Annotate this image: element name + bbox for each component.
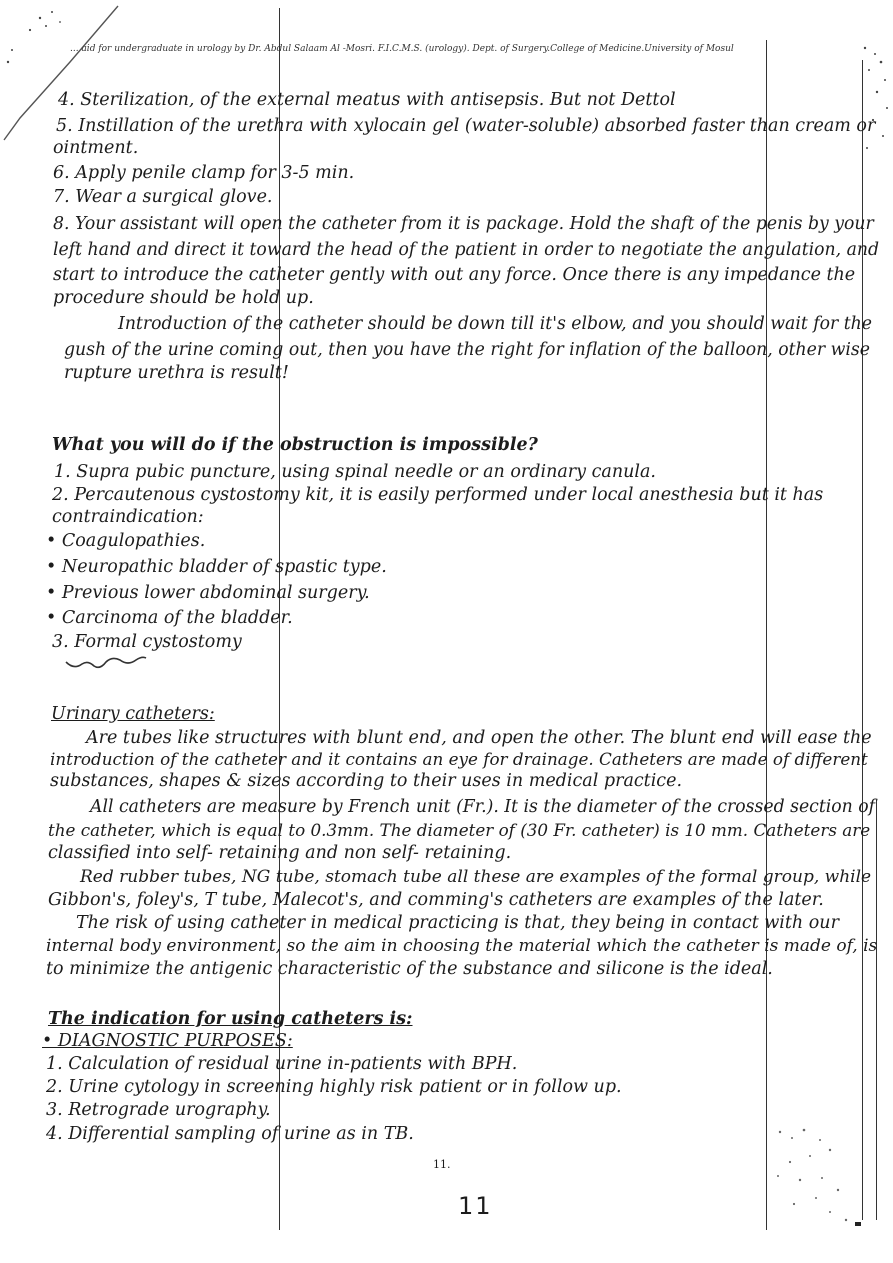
text-line: to minimize the antigenic characteristic of the substance and silicone is the ideal. [46, 959, 773, 979]
text-line: Red rubber tubes, NG tube, stomach tube all these are examples of the formal group, while [80, 867, 872, 887]
list-item: • Previous lower abdominal surgery. [46, 583, 370, 603]
scan-line [876, 800, 877, 1220]
text-line: contraindication: [52, 507, 204, 527]
list-item: • Carcinoma of the bladder. [46, 608, 293, 628]
text-line: 1. Supra pubic puncture, using spinal needle or an ordinary canula. [54, 462, 656, 482]
text-line: introduction of the catheter and it contains an eye for drainage. Catheters are made of different [50, 749, 868, 769]
text-line: Introduction of the catheter should be down till it's elbow, and you should wait for the [118, 314, 873, 334]
list-item: 3. Retrograde urography. [46, 1100, 271, 1120]
text-line: 7. Wear a surgical glove. [53, 187, 273, 207]
text-line: 4. Sterilization, of the external meatus with antisepsis. But not Dettol [58, 90, 676, 110]
list-item: • Coagulopathies. [46, 531, 206, 551]
text-line: substances, shapes & sizes according to their uses in medical practice. [50, 771, 683, 791]
right-edge-noise [845, 40, 893, 160]
scan-mark [855, 1222, 861, 1226]
text-line: left hand and direct it toward the head of the patient in order to negotiate the angulation, and [53, 240, 880, 260]
page-header: ... aid for undergraduate in urology by Dr. Abdul Salaam Al -Mosri. F.I.C.M.S. (urology). Dept. of Surgery.College of Medicine.University of Mosul [70, 44, 734, 54]
handwritten-scribble [64, 652, 148, 674]
list-item: 1. Calculation of residual urine in-patients with BPH. [46, 1054, 518, 1074]
text-line: Are tubes like structures with blunt end, and open the other. The blunt end will ease the [86, 728, 872, 748]
text-line: 6. Apply penile clamp for 3-5 min. [53, 163, 355, 183]
text-line: The risk of using catheter in medical practicing is that, they being in contact with our [76, 913, 839, 933]
text-line: 3. Formal cystostomy [52, 632, 242, 652]
bottom-right-noise [760, 1120, 870, 1230]
text-line: rupture urethra is result! [64, 363, 289, 383]
subheading: • DIAGNOSTIC PURPOSES: [42, 1031, 293, 1051]
text-line: 5. Instillation of the urethra with xylocain gel (water-soluble) absorbed faster than cream or [56, 116, 876, 136]
section-heading: What you will do if the obstruction is impossible? [52, 435, 538, 455]
text-line: internal body environment, so the aim in choosing the material which the catheter is made of, is [46, 936, 878, 956]
list-item: 4. Differential sampling of urine as in TB. [46, 1124, 414, 1144]
text-line: 8. Your assistant will open the catheter from it is package. Hold the shaft of the penis by your [53, 214, 874, 234]
list-item: • Neuropathic bladder of spastic type. [46, 557, 387, 577]
section-heading: Urinary catheters: [51, 704, 215, 724]
text-line: classified into self- retaining and non self- retaining. [48, 843, 512, 863]
list-item: 2. Urine cytology in screening highly risk patient or in follow up. [46, 1077, 622, 1097]
text-line: gush of the urine coming out, then you have the right for inflation of the balloon, other wise [64, 340, 870, 360]
page-number-handwritten: 11 [458, 1192, 493, 1220]
text-line: the catheter, which is equal to 0.3mm. The diameter of (30 Fr. catheter) is 10 mm. Catheters are [48, 820, 871, 840]
text-line: 2. Percautenous cystostomy kit, it is easily performed under local anesthesia but it has [52, 485, 824, 505]
section-heading: The indication for using catheters is: [48, 1009, 413, 1029]
text-line: procedure should be hold up. [53, 288, 314, 308]
text-line: Gibbon's, foley's, T tube, Malecot's, and comming's catheters are examples of the later. [48, 890, 824, 910]
text-line: All catheters are measure by French unit (Fr.). It is the diameter of the crossed section of [90, 797, 876, 817]
text-line: ointment. [53, 138, 139, 158]
page-number-small: 11. [433, 1158, 451, 1171]
text-line: start to introduce the catheter gently with out any force. Once there is any impedance the [53, 265, 856, 285]
